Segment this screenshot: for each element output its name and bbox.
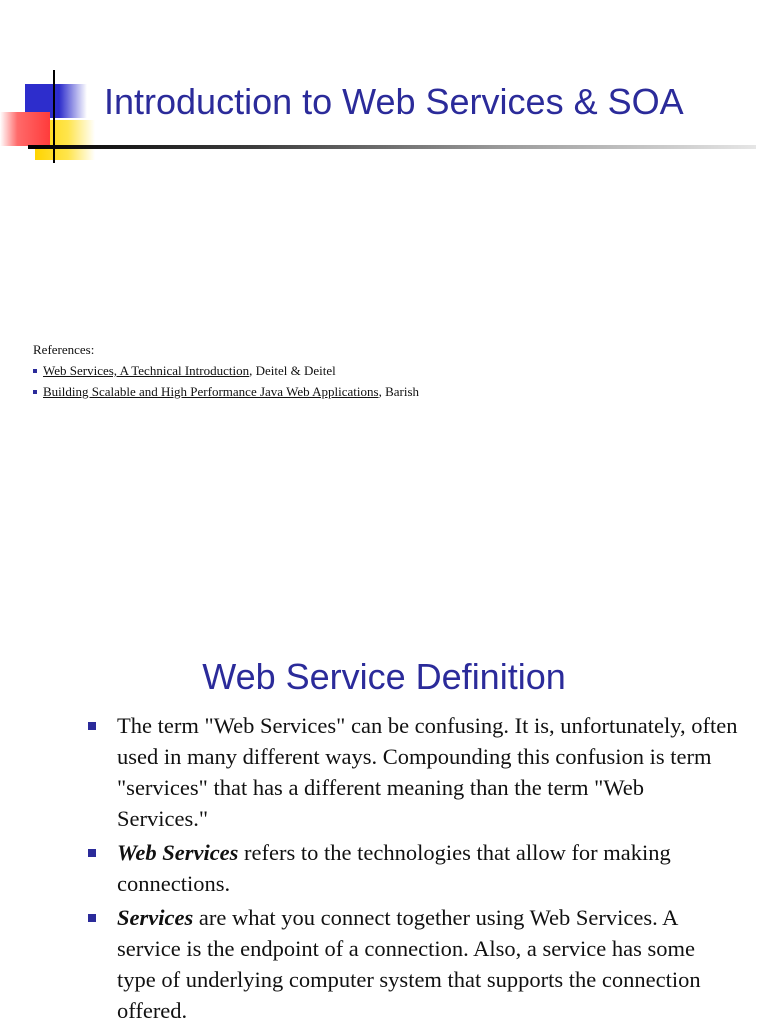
bullet-text: refers to the technologies that allow for making connections.	[117, 840, 671, 896]
reference-link[interactable]: Building Scalable and High Performance Java Web Applications	[43, 384, 379, 399]
references-list	[33, 360, 419, 402]
definition-bullet-list	[88, 710, 738, 1024]
definition-slide	[0, 635, 768, 1024]
reference-item	[33, 360, 419, 381]
bullet-item	[88, 902, 738, 1024]
title-underline	[28, 145, 756, 149]
bullet-emphasis: Web Services	[117, 840, 239, 865]
square-bullet-icon	[88, 914, 96, 922]
slide-title: Web Service Definition	[202, 656, 566, 697]
bullet-emphasis: Services	[117, 905, 194, 930]
slide-logo-icon	[0, 70, 110, 165]
bullet-text: are what you connect together using Web Services. A service is the endpoint of a connection. Also, a service has some type of underlying computer system that supports the connection offered.	[117, 905, 701, 1023]
square-bullet-icon	[33, 369, 37, 373]
reference-authors: , Deitel & Deitel	[249, 363, 336, 378]
bullet-item	[88, 837, 738, 899]
slide-title: Introduction to Web Services & SOA	[104, 81, 684, 122]
reference-authors: , Barish	[378, 384, 420, 399]
bullet-text: The term "Web Services" can be confusing. It is, unfortunately, often used in many different ways. Compounding this confusion is term "services" that has a different meaning than the term "Web Services."	[117, 713, 738, 831]
square-bullet-icon	[88, 849, 96, 857]
references-block	[33, 339, 419, 402]
references-heading: References:	[33, 342, 95, 357]
square-bullet-icon	[88, 722, 96, 730]
reference-link[interactable]: Web Services, A Technical Introduction	[43, 363, 250, 378]
square-bullet-icon	[33, 390, 37, 394]
bullet-item	[88, 710, 738, 834]
reference-item	[33, 381, 419, 402]
